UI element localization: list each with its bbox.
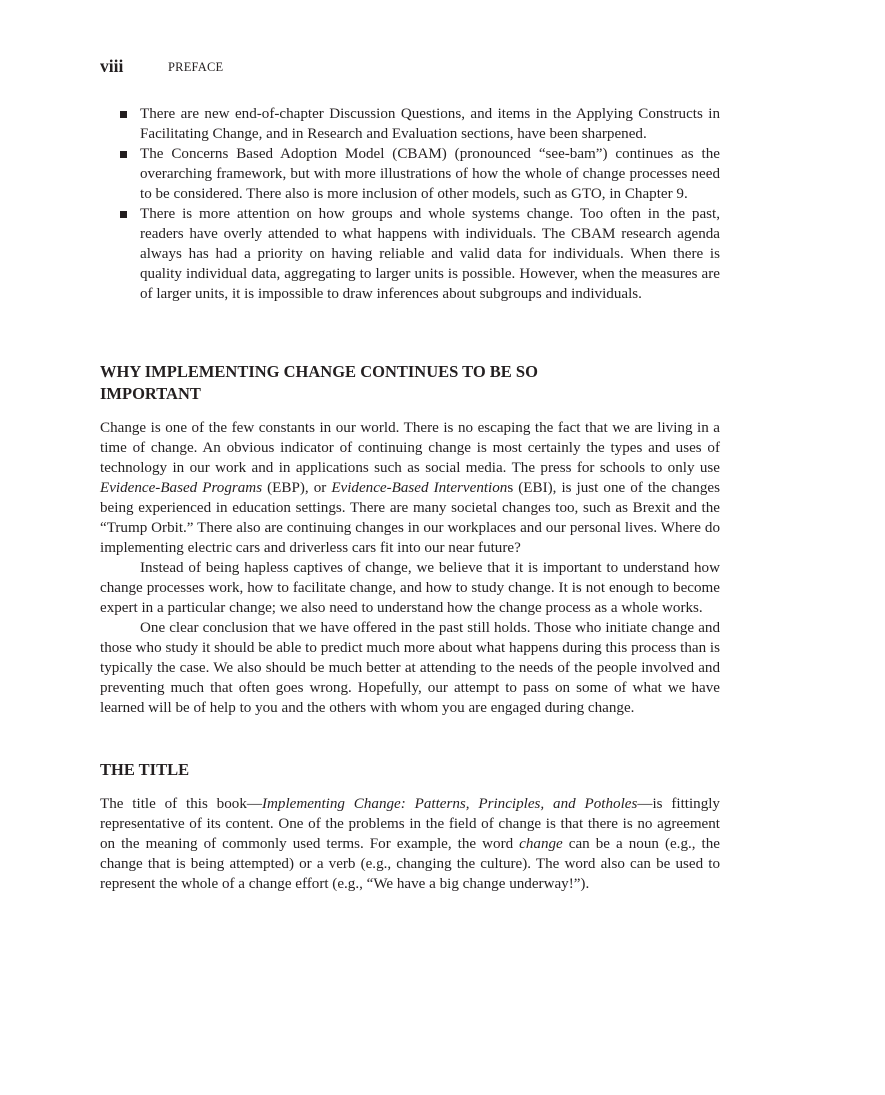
italic-term: Evidence-Based Programs <box>100 480 263 496</box>
paragraph: Change is one of the few constants in our world. There is no escaping the fact that we are living in a time of change. An obvious indicator of continuing change is most certainly the types and uses of technology in our work and in applications such as social media. The press for schools to only use Evidence-Based Programs (EBP), or Evidence-Based Interventions (EBI), is just one of the changes being experienced in education settings. There are many societal changes too, such as Brexit and the “Trump Orbit.” There also are continuing changes in our workplaces and our personal lives. Where do implementing electric cars and driverless cars fit into our near future? <box>100 420 720 556</box>
list-item <box>120 144 720 204</box>
paragraph: The title of this book—Implementing Change: Patterns, Principles, and Potholes—is fittingly representative of its content. One of the problems in the field of change is that there is no agreement on the meaning of commonly used terms. For example, the word change can be a noun (e.g., the change that is being attempted) or a verb (e.g., changing the culture). The word also can be used to represent the whole of a change effort (e.g., “We have a big change underway!”). <box>100 796 720 892</box>
bullet-list <box>120 104 720 304</box>
page-number: viii <box>100 56 124 76</box>
section-heading-why-important: WHY IMPLEMENTING CHANGE CONTINUES TO BE SO IMPORTANT <box>100 362 538 403</box>
list-item <box>120 204 720 304</box>
list-item <box>120 104 720 144</box>
square-bullet-icon <box>120 211 127 218</box>
list-item-text: The Concerns Based Adoption Model (CBAM) (pronounced “see-bam”) continues as the overarching framework, but with more illustrations of how the whole of change processes need to be considered. There also is more inclusion of other models, such as GTO, in Chapter 9. <box>140 146 720 202</box>
list-item-text: There is more attention on how groups and whole systems change. Too often in the past, readers have overly attended to what happens with individuals. The CBAM research agenda always has had a priority on having reliable and valid data for individuals. When there is quality individual data, aggregating to larger units is possible. However, when the measures are of larger units, it is impossible to draw inferences about subgroups and individuals. <box>140 206 720 302</box>
paragraph: One clear conclusion that we have offered in the past still holds. Those who initiate change and those who study it should be able to predict much more about what happens during this process than is typically the case. We also should be much better at attending to the needs of the people involved and preventing much that often goes wrong. Hopefully, our attempt to pass on some of what we have learned will be of help to you and the others with whom you are engaged during change. <box>100 620 720 716</box>
running-head: PREFACE <box>168 60 224 74</box>
square-bullet-icon <box>120 111 127 118</box>
paragraph: Instead of being hapless captives of change, we believe that it is important to understand how change processes work, how to facilitate change, and how to study change. It is not enough to become expert in a particular change; we also need to understand how the change process as a whole works. <box>100 560 720 616</box>
italic-term: change <box>519 836 563 852</box>
list-item-text: There are new end-of-chapter Discussion Questions, and items in the Applying Constructs in Facilitating Change, and in Research and Evaluation sections, have been sharpened. <box>140 106 720 142</box>
square-bullet-icon <box>120 151 127 158</box>
section-heading-the-title: THE TITLE <box>100 760 190 779</box>
italic-term: Evidence-Based Intervention <box>331 480 508 496</box>
book-title: Implementing Change: Patterns, Principles, and Potholes <box>261 796 638 812</box>
page-body <box>100 104 720 894</box>
